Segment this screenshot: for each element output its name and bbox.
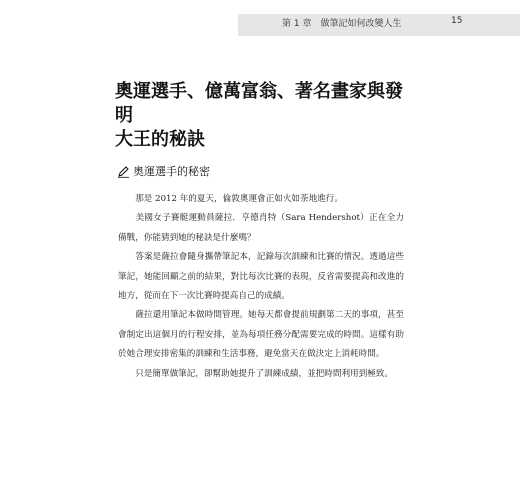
section-heading <box>117 163 210 179</box>
chapter-title-line-2: 大王的秘訣 <box>115 129 205 150</box>
paragraph: 只是簡單做筆記，卻幫助她提升了訓練成績，並把時間利用到極致。 <box>118 368 394 379</box>
paragraph: 美國女子賽艇運動員薩拉．亨德肖特（Sara Hendershot）正在全力備戰，你能猜到她的秘訣是什麼嗎？ <box>118 213 404 243</box>
chapter-title <box>115 80 415 152</box>
pen-icon <box>117 165 130 178</box>
paragraph: 那是 2012 年的夏天，倫敦奧運會正如火如荼地進行。 <box>118 194 343 204</box>
running-head-chapter: 第 1 章 做筆記如何改變人生 <box>282 19 402 29</box>
chapter-title-line-1: 奧運選手、億萬富翁、著名畫家與發明 <box>115 81 403 126</box>
paragraph: 答案是薩拉會隨身攜帶筆記本，記錄每次訓練和比賽的情況。透過這些筆記，她能回顧之前的結果，對比每次比賽的表現，反省需要提高和改進的地方，從而在下一次比賽時提高自己的成績。 <box>118 252 404 302</box>
section-heading-text: 奧運選手的秘密 <box>133 165 210 178</box>
body-text <box>118 190 404 384</box>
paragraph: 薩拉還用筆記本做時間管理。她每天都會提前規劃第二天的事項，甚至會制定出這個月的行程安排，並為每項任務分配需要完成的時間。這樣有助於她合理安排密集的訓練和生活事務，避免當天在做決定上消耗時間。 <box>118 310 404 360</box>
page-number: 15 <box>451 16 463 26</box>
